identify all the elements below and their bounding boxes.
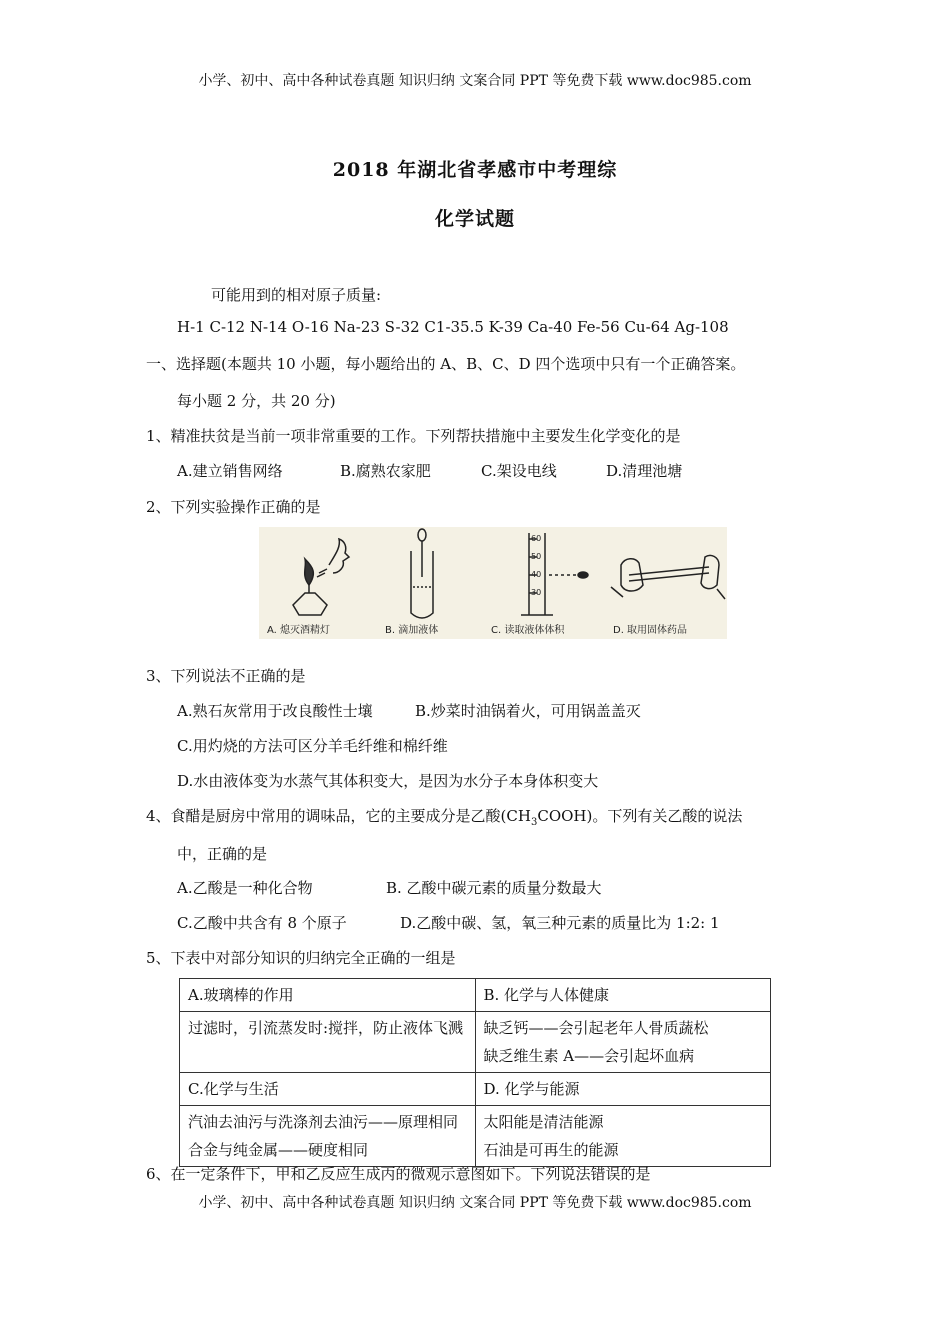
q1-stem: 1、精准扶贫是当前一项非常重要的工作。下列帮扶措施中主要发生化学变化的是 — [146, 427, 681, 445]
q2-stem: 2、下列实验操作正确的是 — [146, 498, 321, 516]
q1-option-c: C.架设电线 — [481, 462, 557, 480]
q2-lab-operations-figure — [259, 527, 727, 639]
q3-option-d: D.水由液体变为水蒸气其体积变大，是因为水分子本身体积变大 — [177, 772, 599, 790]
q5-knowledge-table — [179, 978, 771, 1167]
tick-label-50: 50 — [531, 552, 542, 561]
q5-d-line2: 石油是可再生的能源 — [483, 1141, 619, 1159]
q4-stem — [146, 805, 742, 828]
q4-stem-line2: 中，正确的是 — [177, 845, 268, 863]
q5-cell-b-body — [475, 1012, 771, 1073]
q3-option-b: B.炒菜时油锅着火，可用锅盖盖灭 — [415, 702, 641, 720]
q2-label-d: D. 取用固体药品 — [613, 625, 688, 636]
q5-c-line1: 汽油去油污与洗涤剂去油污——原理相同 — [188, 1113, 459, 1131]
q4-stem-pre: 4、食醋是厨房中常用的调味品，它的主要成分是乙酸(CH — [146, 807, 531, 825]
q5-cell-a-body — [180, 1012, 476, 1073]
q2-label-a: A. 熄灭酒精灯 — [267, 625, 331, 636]
q2-label-b: B. 滴加液体 — [385, 625, 439, 636]
q5-b-line1: 缺乏钙——会引起老年人骨质蔬松 — [483, 1019, 709, 1037]
section1-instructions: 一、选择题(本题共 10 小题，每小题给出的 A、B、C、D 四个选项中只有一个正确答案。 — [146, 355, 746, 373]
q5-cell-a-head: A.玻璃棒的作用 — [180, 979, 476, 1012]
q1-option-d: D.清理池塘 — [606, 462, 683, 480]
page-footer: 小学、初中、高中各种试卷真题 知识归纳 文案合同 PPT 等免费下载 www.doc985.com — [198, 1195, 752, 1211]
q5-stem: 5、下表中对部分知识的归纳完全正确的一组是 — [146, 949, 456, 967]
q5-cell-c-body — [180, 1106, 476, 1167]
q3-option-a: A.熟石灰常用于改良酸性士壤 — [177, 702, 373, 720]
atomic-mass-label: 可能用到的相对原子质量: — [211, 286, 382, 304]
q5-cell-c-head: C.化学与生活 — [180, 1073, 476, 1106]
q4-option-b: B. 乙酸中碳元素的质量分数最大 — [386, 879, 602, 897]
q3-option-c: C.用灼烧的方法可区分羊毛纤维和棉纤维 — [177, 737, 448, 755]
q4-option-d: D.乙酸中碳、氢，氧三种元素的质量比为 1:2: 1 — [400, 914, 720, 932]
q4-stem-post: COOH)。下列有关乙酸的说法 — [537, 807, 743, 825]
q5-c-line2: 合金与纯金属——硬度相同 — [188, 1141, 369, 1159]
q5-cell-d-head: D. 化学与能源 — [475, 1073, 771, 1106]
q4-option-a: A.乙酸是一种化合物 — [177, 879, 313, 897]
exam-subtitle: 化学试题 — [434, 208, 515, 230]
q5-d-line1: 太阳能是清洁能源 — [483, 1113, 604, 1131]
q5-cell-d-body — [475, 1106, 771, 1167]
q2-label-c: C. 读取液体体积 — [491, 625, 565, 636]
tick-label-30: 30 — [531, 588, 542, 597]
q5-cell-b-head: B. 化学与人体健康 — [475, 979, 771, 1012]
q5-a-line1: 过滤时，引流蒸发时:搅拌，防止液体飞溅 — [188, 1019, 464, 1037]
q6-stem: 6、在一定条件下，甲和乙反应生成丙的微观示意图如下。下列说法错误的是 — [146, 1165, 651, 1183]
q4-option-c: C.乙酸中共含有 8 个原子 — [177, 914, 347, 932]
tick-label-60: 60 — [531, 534, 542, 543]
tick-label-40: 40 — [531, 570, 542, 579]
exam-title: 2018 年湖北省孝感市中考理综 — [332, 159, 618, 181]
section1-instructions-cont: 每小题 2 分，共 20 分) — [177, 392, 336, 410]
q4-stem-subscript: 3 — [530, 817, 538, 828]
q5-b-line2: 缺乏维生素 A——会引起坏血病 — [483, 1047, 695, 1065]
q1-option-a: A.建立销售网络 — [177, 462, 283, 480]
q1-option-b: B.腐熟农家肥 — [340, 462, 431, 480]
q3-stem: 3、下列说法不正确的是 — [146, 667, 306, 685]
atomic-mass-list: H-1 C-12 N-14 O-16 Na-23 S-32 C1-35.5 K-39 Ca-40 Fe-56 Cu-64 Ag-108 — [177, 318, 729, 336]
page-header: 小学、初中、高中各种试卷真题 知识归纳 文案合同 PPT 等免费下载 www.doc985.com — [198, 73, 752, 89]
